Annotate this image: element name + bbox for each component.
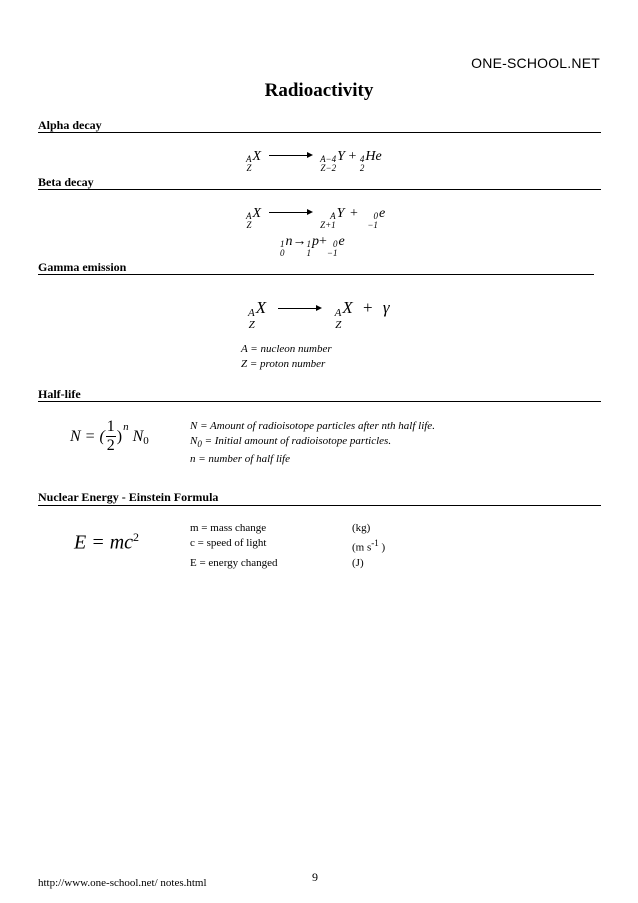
beta-parent-nuclide: A Z X [246,206,262,230]
def-initial-amount: $N_0$ = Initial amount of radioisotope particles. [190,435,392,450]
reaction-arrow [269,149,313,165]
section-heading-halflife: Half-life [38,387,81,401]
gamma-parent-nuclide: A Z X [248,298,267,331]
einstein-formula: $E = mc^2$ [74,530,140,554]
page-number: 9 [312,870,318,884]
section-rule-beta [38,189,601,190]
section-rule-alpha [38,132,601,133]
alpha-decay-equation: A Z X A−4 Z−2 Y + 4 2 He [246,149,382,173]
alpha-parent-nuclide: A Z X [246,149,262,173]
section-heading-gamma: Gamma emission [38,260,127,274]
page-title: Radioactivity [264,80,374,101]
reaction-arrow [269,206,313,222]
def-mass-change: m = mass change (kg) [190,522,371,534]
reaction-arrow [278,298,322,318]
section-heading-energy: Nuclear Energy - Einstein Formula [38,490,219,504]
note-proton-number: Z = proton number [241,358,326,370]
site-brand: ONE-SCHOOL.NET [471,55,600,71]
proton: 1 1 p [306,234,319,258]
half-fraction: $\frac{1}{2}$ [106,418,115,454]
def-speed-of-light: c = speed of light (m $s^{-1}$ ) [190,537,386,554]
note-nucleon-number: A = nucleon number [241,343,332,355]
footer-url: http://www.one-school.net/ notes.html [38,877,207,889]
gamma-emission-equation: A Z X A Z X + γ [248,298,390,331]
section-rule-energy [38,505,601,506]
gamma-ray-symbol: γ [382,298,390,317]
def-amount-remaining: N = Amount of radioisotope particles after nth half life. [190,420,435,432]
neutron: 1 0 n [280,234,293,258]
gamma-daughter-nuclide: A Z X [334,298,353,331]
halflife-formula: N = ( $\frac{1}{2}$ ) n N 0 [70,418,149,454]
alpha-daughter-nuclide: A−4 Z−2 Y [320,149,345,173]
section-rule-gamma [38,274,594,275]
electron: 0 −1 e [326,234,345,258]
nuclide-notation-notes [241,342,332,372]
neutron-decay-equation: 1 0 n → 1 1 p + 0 −1 e [280,234,345,258]
beta-daughter-nuclide: A Z+1 Y [320,206,345,230]
alpha-particle: 4 2 He [359,149,382,173]
section-heading-alpha: Alpha decay [38,118,102,132]
section-rule-halflife [38,401,601,402]
beta-decay-equation: A Z X A Z+1 Y + 0 −1 e [246,206,386,230]
einstein-definitions [190,521,385,571]
def-energy-changed: E = energy changed (J) [190,556,364,569]
section-heading-beta: Beta decay [38,175,94,189]
halflife-definitions [190,419,435,467]
def-number-of-half-life: n = number of half life [190,453,290,466]
beta-particle: 0 −1 e [367,206,386,230]
